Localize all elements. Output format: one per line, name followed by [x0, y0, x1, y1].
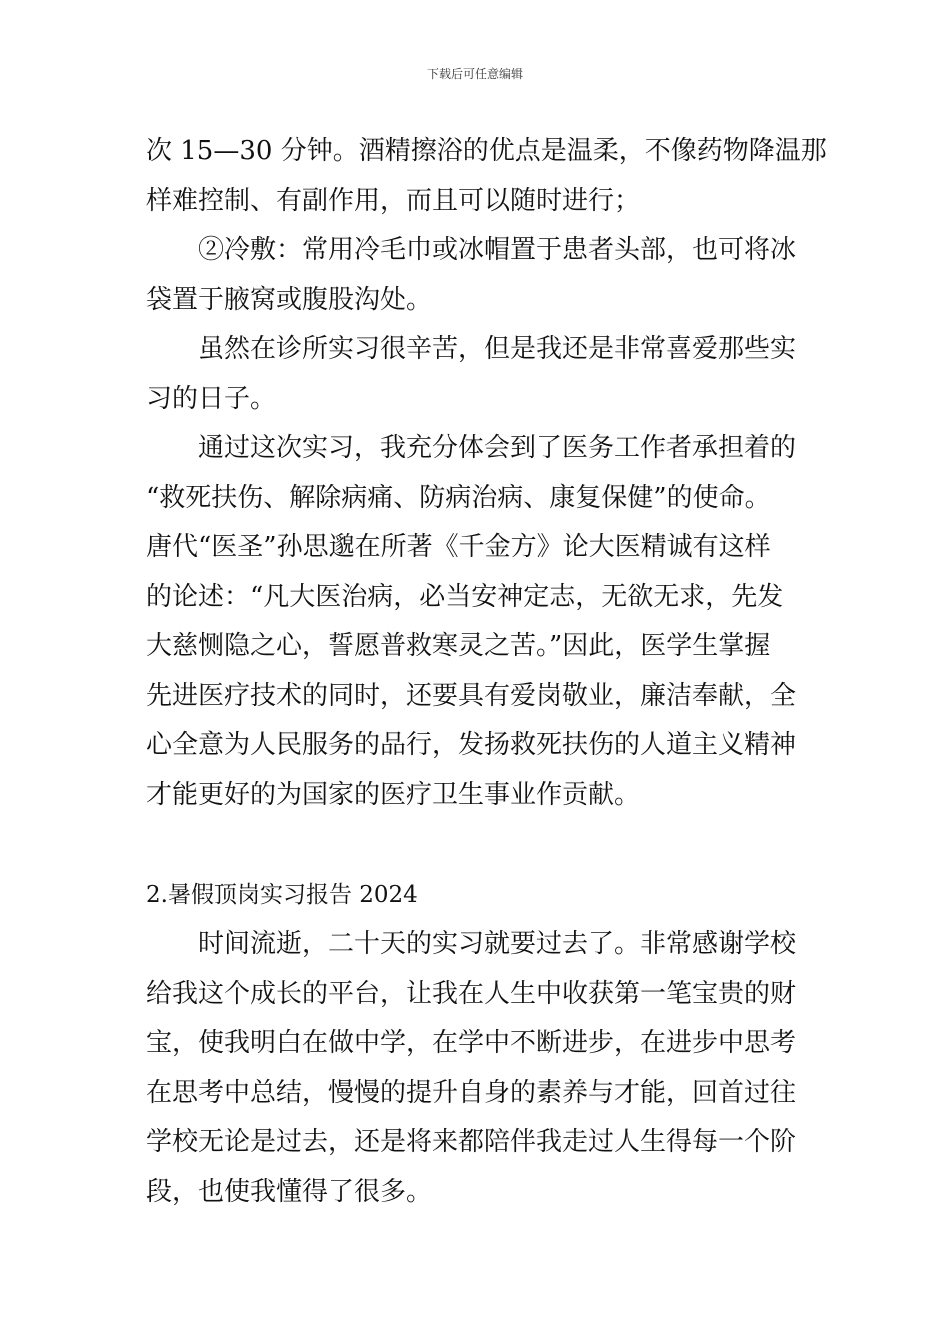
paragraph-line: 虽然在诊所实习很辛苦，但是我还是非常喜爱那些实: [198, 334, 797, 364]
paragraph-line: 次 15—30 分钟。酒精擦浴的优点是温柔，不像药物降温那: [146, 136, 827, 166]
paragraph-internship-days: [146, 325, 810, 424]
paragraph-line: 唐代“医圣”孙思邈在所著《千金方》论大医精诚有这样: [146, 532, 771, 562]
paragraph-line: 通过这次实习，我充分体会到了医务工作者承担着的: [198, 433, 797, 463]
paragraph-line: 心全意为人民服务的品行，发扬救死扶伤的人道主义精神: [146, 730, 797, 760]
paragraph-line: 习的日子。: [146, 383, 277, 414]
paragraph-line: 段，也使我懂得了很多。: [146, 1176, 433, 1207]
paragraph-line: 样难控制、有副作用，而且可以随时进行；: [146, 185, 641, 216]
paragraph-line: 宝，使我明白在做中学，在学中不断进步，在进步中思考: [146, 1028, 797, 1058]
paragraph-line: 的论述：“凡大医治病，必当安神定志，无欲无求，先发: [146, 581, 784, 612]
paragraph-line: ②冷敷：常用冷毛巾或冰帽置于患者头部，也可将冰: [198, 235, 797, 265]
paragraph-line: 学校无论是过去，还是将来都陪伴我走过人生得每一个阶: [146, 1127, 797, 1157]
section-body: [146, 920, 810, 1217]
page-header: 下载后可任意编辑: [426, 67, 523, 81]
paragraph-line: 给我这个成长的平台，让我在人生中收获第一笔宝贵的财: [146, 978, 797, 1009]
paragraph-line: 大慈恻隐之心，誓愿普救寒灵之苦。”因此，医学生掌握: [146, 631, 771, 661]
paragraph-line: 才能更好的为国家的医疗卫生事业作贡献。: [146, 779, 641, 810]
paragraph-medical-mission: [146, 424, 810, 820]
section-heading: 2.暑假顶岗实习报告 2024: [146, 882, 418, 908]
paragraph-line: “救死扶伤、解除病痛、防病治病、康复保健”的使命。: [146, 482, 771, 513]
paragraph-alcohol-bath: [146, 127, 827, 226]
paragraph-line: 先进医疗技术的同时，还要具有爱岗敬业，廉洁奉献，全: [146, 680, 797, 711]
paragraph-line: 时间流逝，二十天的实习就要过去了。非常感谢学校: [198, 929, 797, 959]
paragraph-line: 袋置于腋窝或腹股沟处。: [146, 284, 433, 315]
paragraph-cold-compress: [146, 226, 810, 325]
paragraph-line: 在思考中总结，慢慢的提升自身的素养与才能，回首过往: [146, 1077, 797, 1108]
